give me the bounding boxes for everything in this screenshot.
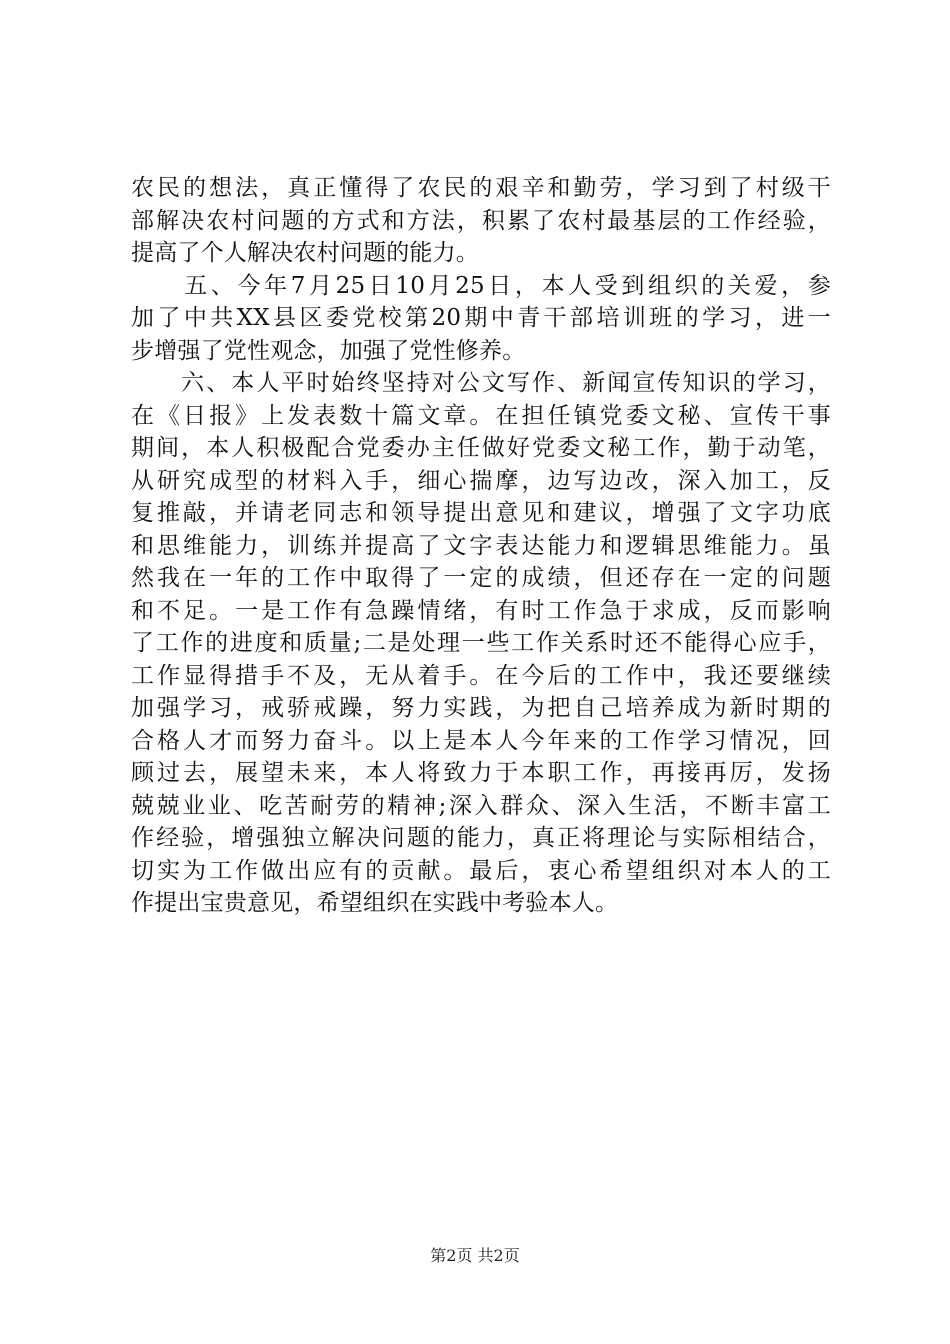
document-text-line: 提高了个人解决农村问题的能力。 bbox=[131, 240, 479, 266]
document-text-line: 复推敲，并请老同志和领导提出意见和建议，增强了文字功底 bbox=[131, 500, 831, 526]
document-text-line: 作提出宝贵意见，希望组织在实践中考验本人。 bbox=[131, 890, 619, 916]
document-text-line: 兢兢业业、吃苦耐劳的精神;深入群众、深入生活，不断丰富工 bbox=[131, 792, 831, 819]
document-text-line: 五、今年7月25日10月25日，本人受到组织的关爱，参 bbox=[131, 272, 831, 299]
document-text-line: 然我在一年的工作中取得了一定的成绩，但还存在一定的问题 bbox=[131, 565, 831, 591]
document-text-line: 在《日报》上发表数十篇文章。在担任镇党委文秘、宣传干事 bbox=[131, 402, 831, 429]
document-text-line: 了工作的进度和质量;二是处理一些工作关系时还不能得心应手， bbox=[131, 630, 831, 656]
document-text-line: 加强学习，戒骄戒躁，努力实践，为把自己培养成为新时期的 bbox=[131, 695, 831, 721]
document-text-line: 和不足。一是工作有急躁情绪，有时工作急于求成，反而影响 bbox=[131, 597, 831, 624]
document-text-line: 部解决农村问题的方式和方法，积累了农村最基层的工作经验， bbox=[131, 207, 831, 234]
document-text-line: 六、本人平时始终坚持对公文写作、新闻宣传知识的学习， bbox=[131, 370, 831, 396]
document-text-line: 工作显得措手不及，无从着手。在今后的工作中，我还要继续 bbox=[131, 662, 831, 689]
page-number-footer: 第2页 共2页 bbox=[430, 1246, 520, 1265]
document-text-line: 加了中共XX县区委党校第20期中青干部培训班的学习，进一 bbox=[131, 305, 831, 331]
document-text-line: 顾过去，展望未来，本人将致力于本职工作，再接再厉，发扬 bbox=[131, 760, 831, 786]
document-text-line: 和思维能力，训练并提高了文字表达能力和逻辑思维能力。虽 bbox=[131, 532, 831, 559]
document-text-line: 从研究成型的材料入手，细心揣摩，边写边改，深入加工，反 bbox=[131, 467, 831, 494]
document-text-line: 作经验，增强独立解决问题的能力，真正将理论与实际相结合， bbox=[131, 825, 831, 851]
document-text-line: 期间，本人积极配合党委办主任做好党委文秘工作，勤于动笔， bbox=[131, 435, 831, 461]
document-text-line: 农民的想法，真正懂得了农民的艰辛和勤劳，学习到了村级干 bbox=[131, 175, 831, 201]
document-body bbox=[131, 172, 831, 920]
document-text-line: 合格人才而努力奋斗。以上是本人今年来的工作学习情况，回 bbox=[131, 727, 831, 754]
document-text-line: 切实为工作做出应有的贡献。最后，衷心希望组织对本人的工 bbox=[131, 857, 831, 884]
document-text-line: 步增强了党性观念，加强了党性修养。 bbox=[131, 337, 526, 364]
